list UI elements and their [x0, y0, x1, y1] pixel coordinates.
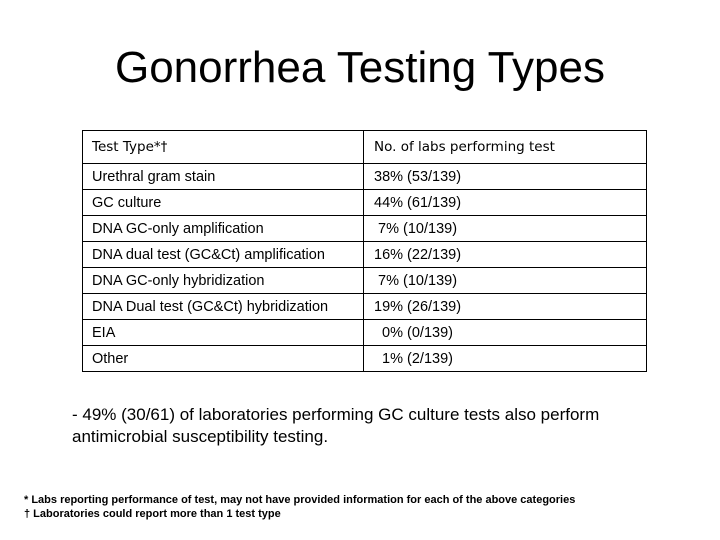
page-title: Gonorrhea Testing Types	[114, 43, 605, 92]
test-type-cell: Other	[83, 346, 364, 372]
table-row	[83, 216, 647, 242]
table-row	[83, 242, 647, 268]
labs-value-cell: 0% (0/139)	[364, 320, 647, 346]
test-type-cell: Urethral gram stain	[83, 164, 364, 190]
test-type-cell: DNA dual test (GC&Ct) amplification	[83, 242, 364, 268]
header-labs-performing: No. of labs performing test	[364, 131, 647, 164]
test-type-cell: DNA GC-only hybridization	[83, 268, 364, 294]
testing-types-table	[82, 130, 647, 372]
table-row	[83, 164, 647, 190]
table-row	[83, 320, 647, 346]
table-header-row	[83, 131, 647, 164]
footnote-asterisk: * Labs reporting performance of test, may not have provided information for each of the above categories	[24, 494, 576, 506]
labs-value-cell: 19% (26/139)	[364, 294, 647, 320]
test-type-cell: DNA Dual test (GC&Ct) hybridization	[83, 294, 364, 320]
labs-value-cell: 7% (10/139)	[364, 268, 647, 294]
labs-value-cell: 7% (10/139)	[364, 216, 647, 242]
table-row	[83, 346, 647, 372]
footnote-dagger: † Laboratories could report more than 1 test type	[24, 508, 281, 520]
table-row	[83, 268, 647, 294]
table-row	[83, 190, 647, 216]
labs-value-cell: 38% (53/139)	[364, 164, 647, 190]
test-type-cell: DNA GC-only amplification	[83, 216, 364, 242]
susceptibility-note: - 49% (30/61) of laboratories performing GC culture tests also perform antimicrobial susceptibility testing.	[72, 405, 600, 446]
test-type-cell: GC culture	[83, 190, 364, 216]
footnotes	[24, 493, 704, 521]
test-type-cell: EIA	[83, 320, 364, 346]
labs-value-cell: 44% (61/139)	[364, 190, 647, 216]
labs-value-cell: 1% (2/139)	[374, 350, 453, 367]
table-row	[83, 294, 647, 320]
header-test-type: Test Type*†	[83, 131, 364, 164]
labs-value-cell: 16% (22/139)	[364, 242, 647, 268]
